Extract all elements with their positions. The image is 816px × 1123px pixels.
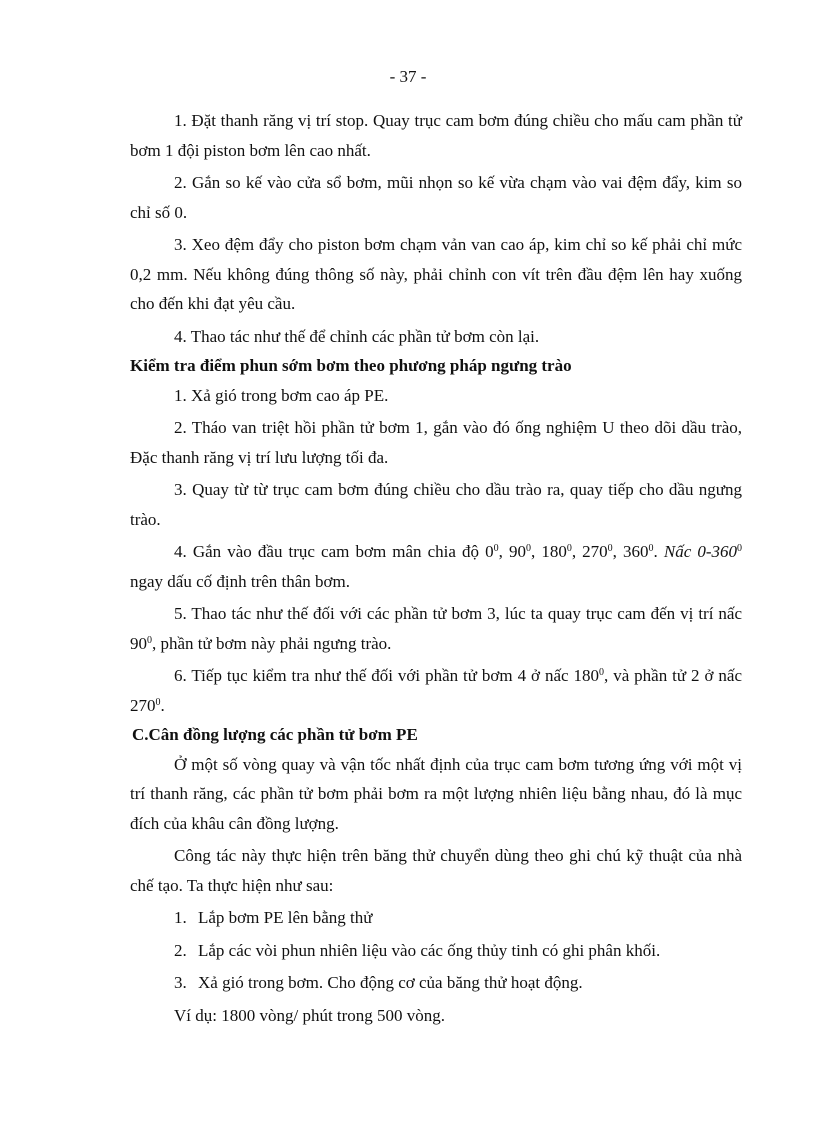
list-item-number: 3. — [174, 973, 187, 992]
step-b-6-text-a: 6. Tiếp tục kiểm tra như thế đối với phần tử bơm 4 ở nấc 180 — [174, 666, 599, 685]
step-b-5-text-a: 5. Thao tác như thế đối với các phần tử bơm 3, lúc ta quay trục cam đến vị trí nấc 90 — [130, 604, 742, 653]
example-line: Ví dụ: 1800 vòng/ phút trong 500 vòng. — [174, 1005, 446, 1025]
step-b-4-text-e: , 360 — [612, 542, 649, 561]
step-b-4-text-a: 4. Gắn vào đầu trục cam bơm mân chia độ 0 — [174, 542, 494, 561]
step-b-4-text-f: . — [653, 542, 664, 561]
balancing-para-1: Ở một số vòng quay và vận tốc nhất định của trục cam bơm tương ứng với một vị trí thanh răng, các phần tử bơm phải bơm ra một lượng nhiên liệu bằng nhau, đó là mục đích của khâu cân đồng lượng. — [130, 754, 742, 833]
degree-sup: 0 — [147, 634, 152, 646]
document-body — [130, 106, 742, 1030]
list-item-number: 1. — [174, 908, 187, 927]
step-a-4: 4. Thao tác như thế để chỉnh các phần tử bơm còn lại. — [174, 326, 540, 346]
list-item-text: Lắp bơm PE lên bằng thử — [198, 908, 373, 927]
step-b-4-text-c: , 180 — [530, 542, 567, 561]
step-b-6-text-c: . — [160, 695, 165, 715]
degree-sup: 0 — [493, 543, 499, 554]
step-b-4-text-d: , 270 — [571, 542, 608, 561]
list-item-number: 2. — [174, 940, 187, 960]
heading-injection-timing: Kiểm tra điểm phun sớm bơm theo phương pháp ngưng trào — [130, 356, 572, 375]
list-item-text: Xả gió trong bơm. Cho động cơ của băng thử hoạt động. — [198, 973, 583, 992]
step-a-2: 2. Gắn so kế vào cửa sổ bơm, mũi nhọn so kế vừa chạm vào vai đệm đẩy, kim so chỉ số 0. — [130, 173, 742, 222]
degree-sup: 0 — [525, 543, 531, 554]
step-b-6-text-b: , và phần tử 2 ở nấc 270 — [130, 666, 743, 715]
degree-sup: 0 — [566, 543, 572, 554]
step-b-5-text-b: , phần tử bơm này phải ngưng trào. — [152, 633, 392, 653]
degree-sup: 0 — [737, 543, 742, 554]
step-a-1: 1. Đặt thanh răng vị trí stop. Quay trục cam bơm đúng chiều cho mấu cam phần tử bơm 1 đội piston bơm lên cao nhất. — [130, 111, 742, 160]
step-b-5 — [130, 599, 742, 658]
degree-sup: 0 — [607, 543, 613, 554]
step-b-1: 1. Xả gió trong bơm cao áp PE. — [174, 385, 389, 405]
step-b-4-text-b: , 90 — [498, 542, 526, 561]
step-b-3: 3. Quay từ từ trục cam bơm đúng chiều cho dầu trào ra, quay tiếp cho dầu ngưng trào. — [130, 480, 742, 529]
list-item — [130, 936, 742, 966]
degree-sup: 0 — [599, 667, 604, 678]
balancing-para-2: Công tác này thực hiện trên băng thử chuyển dùng theo ghi chú kỹ thuật của nhà chế tạo. Ta thực hiện như sau: — [130, 846, 742, 895]
step-b-2: 2. Tháo van triệt hồi phần tử bơm 1, gắn vào đó ống nghiệm U theo dõi dầu trào, Đặc thanh răng vị trí lưu lượng tối đa. — [130, 418, 742, 467]
heading-balancing — [130, 720, 742, 750]
step-b-4-text-g: ngay dấu cố định trên thân bơm. — [130, 571, 351, 591]
heading-balancing-marker: C. — [132, 725, 149, 744]
list-item — [130, 903, 742, 933]
degree-sup: 0 — [648, 543, 654, 554]
page-number: - 37 - — [389, 67, 427, 86]
list-item — [130, 968, 742, 998]
step-b-4-italic: Nấc 0-360 — [663, 542, 737, 561]
heading-balancing-text: Cân đồng lượng các phần tử bơm PE — [148, 725, 418, 744]
step-b-4 — [130, 537, 742, 596]
list-item-text: Lắp các vòi phun nhiên liệu vào các ống thủy tinh có ghi phân khối. — [198, 940, 661, 960]
degree-sup: 0 — [155, 696, 161, 708]
step-b-6 — [130, 661, 742, 720]
step-a-3: 3. Xeo đệm đẩy cho piston bơm chạm vản van cao áp, kim chỉ so kế phải chỉ mức 0,2 mm. Nếu không đúng thông số này, phải chỉnh con vít trên đầu đệm lên hay xuống cho đến khi đạt yêu cầu. — [130, 235, 742, 313]
